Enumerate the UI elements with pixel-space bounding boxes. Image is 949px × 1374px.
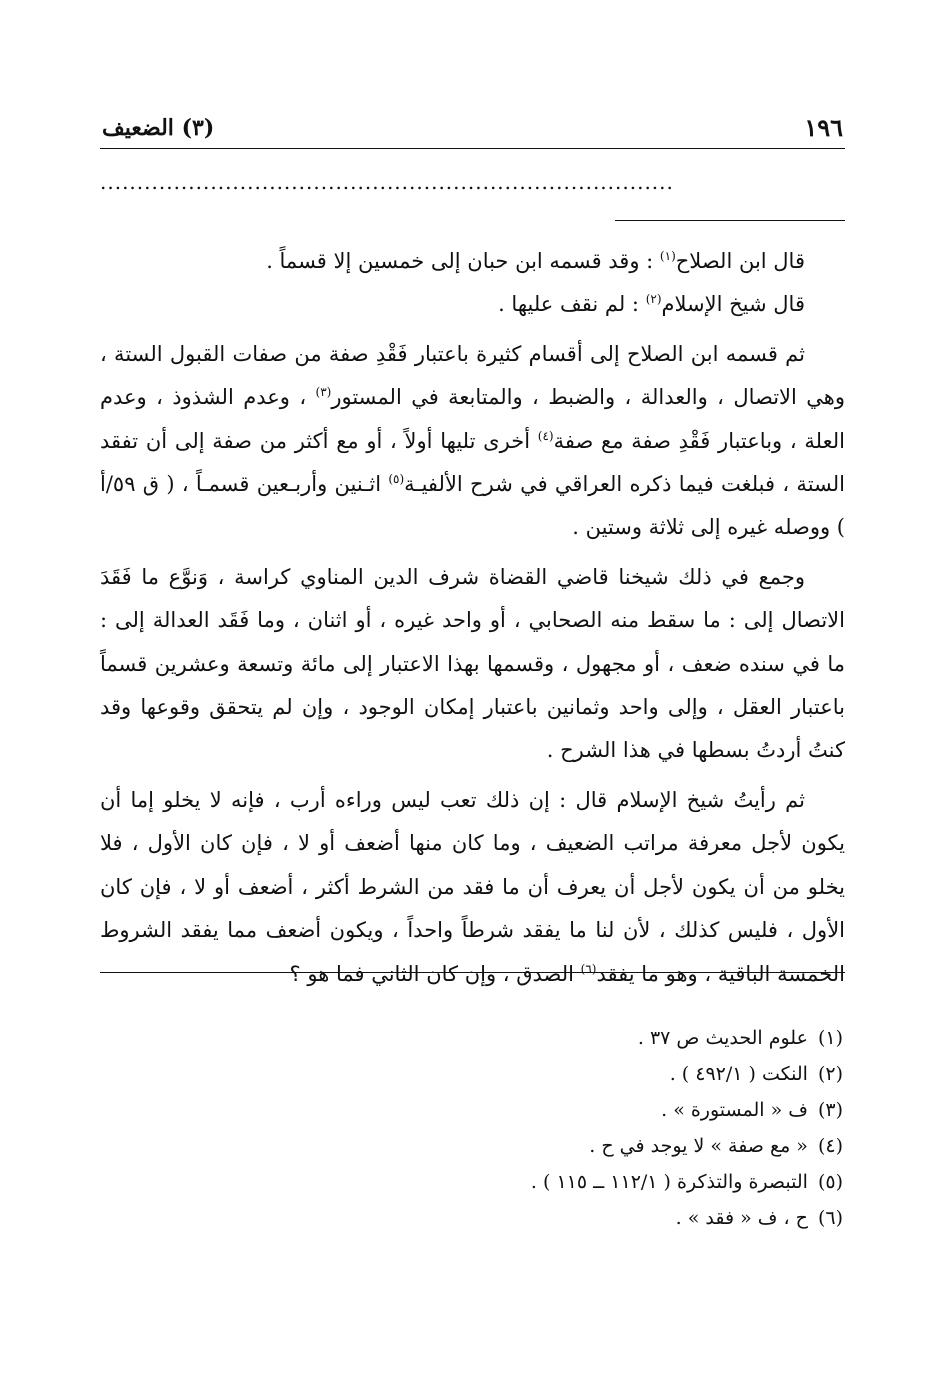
short-rule: [615, 220, 845, 221]
footnote-text: ف « المستورة » .: [661, 1099, 808, 1121]
text-segment: الصدق ، وإن كان الثاني فما هو ؟: [289, 961, 581, 986]
text-segment: اثـنين وأربـعين قسمـاً ، ( ق ٥٩/أ ) ووصله غيره إلى ثلاثة وستين .: [100, 472, 845, 540]
text-segment: ، وعدم الشذوذ ، وعدم العلة ، وباعتبار فَقْدِ صفة مع صفة: [100, 385, 845, 453]
dotted-separator: ..............................................................................: [100, 172, 674, 192]
paragraph: [100, 333, 845, 550]
paragraph: [100, 556, 845, 773]
book-page: [100, 0, 845, 1374]
main-text: [100, 240, 845, 996]
footnote-item: [100, 1200, 845, 1236]
text-segment: قال شيخ الإسلام: [661, 292, 805, 317]
text-segment: : لم نقف عليها .: [498, 292, 646, 317]
footnote-text: علوم الحديث ص ٣٧ .: [637, 1027, 808, 1049]
footnote-ref: (٢): [645, 292, 662, 307]
running-title: (٣) الضعيف: [102, 115, 215, 141]
footnote-number: (١): [817, 1027, 843, 1049]
footnote-item: [100, 1092, 845, 1128]
footnote-item: [100, 1020, 845, 1056]
text-segment: قال ابن الصلاح: [675, 249, 805, 273]
footnote-ref: (٥): [388, 472, 405, 487]
text-segment: وجمع في ذلك شيخنا قاضي القضاة شرف الدين المناوي كراسة ، وَنوَّع ما فَقَدَ الاتصال إلى : ما سقط منه الصحابي ، أو واحد غيره ، أو اثنان ، وما فَقَد العدالة إلى : ما في سنده ضعف ، أو مجهول ، وقسمها بهذا الاعتبار إلى مائة وتسعة وعشرين قسماً باعتبار العقل ، وإلى واحد وثمانين باعتبار إمكان الوجود ، وإن لم يتحقق وقوعها وقد كنتُ أردتُ بسطها في هذا الشرح .: [100, 564, 845, 763]
footnote-ref: (٤): [537, 428, 554, 443]
footnotes-list: [100, 1020, 845, 1236]
footnote-number: (٢): [817, 1063, 843, 1085]
footnote-ref: (١): [659, 249, 676, 263]
text-segment: ثم قسمه ابن الصلاح إلى أقسام كثيرة باعتبار فَقْدِ صفة من صفات القبول الستة ، وهي الاتصال ، والعدالة ، والضبط ، والمتابعة في المستور: [100, 341, 845, 410]
text-segment: : وقد قسمه ابن حبان إلى خمسين إلا قسماً .: [266, 249, 660, 273]
footnote-separator: [100, 972, 845, 973]
page-number: ١٩٦: [804, 113, 843, 142]
footnote-text: التبصرة والتذكرة ( ١١٢/١ ــ ١١٥ ) .: [530, 1171, 808, 1193]
footnote-ref: (٣): [315, 385, 332, 400]
text-segment: ثم رأيتُ شيخ الإسلام قال : إن ذلك تعب ليس وراءه أرب ، فإنه لا يخلو إما أن يكون لأجل معرفة مراتب الضعيف ، وما كان منها أضعف أو لا ، فإن كان الأول ، فلا يخلو من أن يكون لأجل أن يعرف أن ما فقد من الشرط أكثر ، أضعف أو لا ، فإن كان الأول ، فليس كذلك ، لأن لنا ما يفقد شرطاً واحداً ، ويكون أضعف مما يفقد الشروط الخمسة الباقية ، وهو ما يفقد: [100, 787, 845, 986]
footnote-text: « مع صفة » لا يوجد في ح .: [589, 1135, 808, 1157]
text-segment: أخرى تليها أولاً ، أو مع أكثر من صفة إلى أن تفقد الستة ، فبلغت فيما ذكره العراقي في شرح الألفيـة: [100, 428, 845, 497]
page-header: [100, 112, 845, 149]
footnote-item: [100, 1164, 845, 1200]
paragraph: [100, 283, 845, 326]
footnote-item: [100, 1128, 845, 1164]
footnote-number: (٤): [817, 1135, 843, 1157]
footnote-item: [100, 1056, 845, 1092]
footnote-number: (٦): [817, 1207, 843, 1229]
footnote-number: (٣): [817, 1099, 843, 1121]
paragraph: [100, 779, 845, 996]
footnote-ref: (٦): [580, 961, 597, 976]
footnote-number: (٥): [817, 1171, 843, 1193]
footnote-text: النكت ( ٤٩٢/١ ) .: [669, 1063, 808, 1085]
paragraph: [100, 240, 845, 283]
footnote-text: ح ، ف « فقد » .: [675, 1207, 808, 1229]
